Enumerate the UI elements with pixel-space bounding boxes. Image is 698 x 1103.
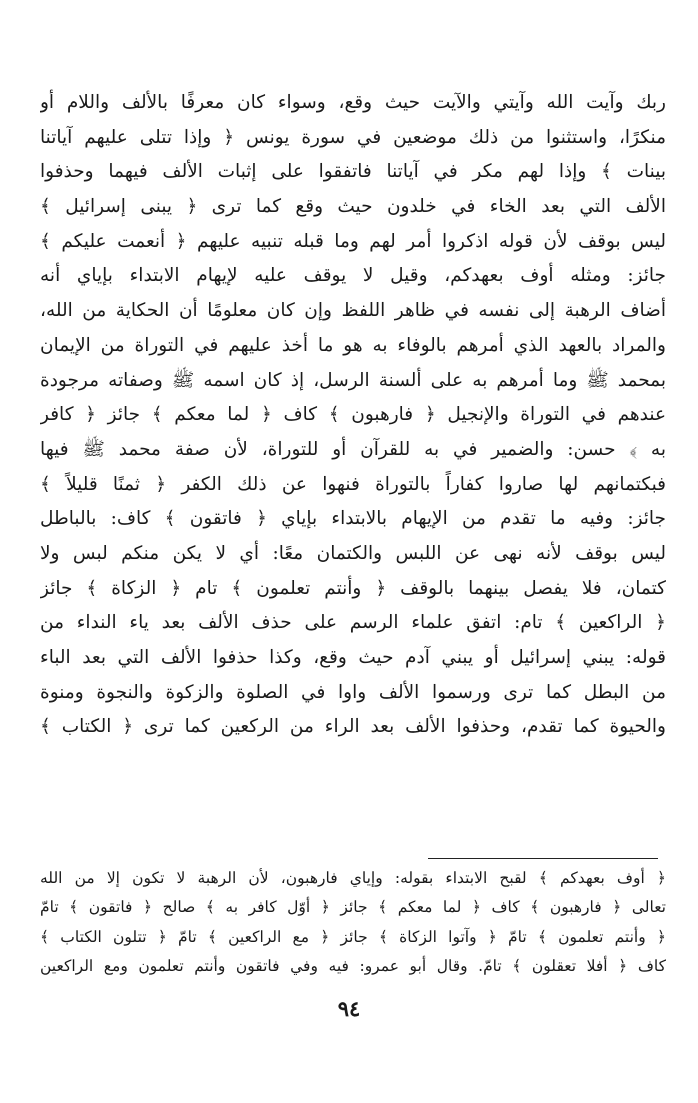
text-line: كتمان، فلا يفصل بينهما بالوقف ﴿ وأنتم تعلمون ﴾ تام ﴿ الزكاة ﴾ جائز <box>40 577 666 599</box>
footnote-line: كاف ﴿ أفلا تعقلون ﴾ تامّ. وقال أبو عمرو: فيه وفي فاتقون وأنتم تعلمون ومع الراكعين <box>40 956 666 975</box>
text-line: ربك وآيت الله وآيتي والآيت حيث وقع، وسواء كان معرفًا بالألف واللام أو <box>40 92 666 113</box>
text-line: والمراد بالعهد الذي أمرهم بالوفاء به هو ما أخذ عليهم في التوراة من الإيمان <box>40 334 666 356</box>
text-line: الألف التي بعد الخاء في خلدون حيث وقع كما ترى ﴿ يبنى إسرائيل ﴾ <box>40 196 666 218</box>
footnote-line: ﴿ أوف بعهدكم ﴾ لقبح الابتداء بقوله: وإياي فارهبون، لأن الرهبة لا تكون إلا من الله <box>40 869 666 887</box>
text-line: ﴿ الراكعين ﴾ تام: اتفق علماء الرسم على حذف الألف بعد ياء النداء من <box>40 612 666 634</box>
text-line: والحيوة كما تقدم، وحذفوا الألف بعد الراء من الركعين كما ترى ﴿ الكتاب ﴾ <box>40 716 666 738</box>
text-line: ليس بوقف لأن قوله اذكروا أمر لهم وما قبله تنبيه عليهم ﴿ أنعمت عليكم ﴾ <box>40 230 666 252</box>
main-text-block <box>40 86 666 745</box>
text-line: عندهم في التوراة والإنجيل ﴿ فارهبون ﴾ كاف ﴿ لما معكم ﴾ جائز ﴿ كافر <box>40 404 666 426</box>
text-line: قوله: يبني إسرائيل أو يبني آدم حيث وقع، وكذا حذفوا الألف التي بعد الباء <box>40 647 666 668</box>
footnote-line: ﴿ وأنتم تعلمون ﴾ تامّ ﴿ وآتوا الزكاة ﴾ جائز ﴿ مع الراكعين ﴾ تامّ ﴿ تتلون الكتاب ﴾ <box>40 927 666 946</box>
page-number: ٩٤ <box>337 996 361 1021</box>
text-line: أضاف الرهبة إلى نفسه في ظاهر اللفظ وإن كان معلومًا أن الحكاية من الله، <box>40 300 666 322</box>
text-line: من البطل كما ترى ورسموا الألف واوا في الصلوة والزكوة والنجوة ومنوة <box>40 681 666 703</box>
footnotes-block <box>40 864 666 981</box>
text-line: منكرًا، واستثنوا من ذلك موضعين في سورة يونس ﴿ وإذا تتلى عليهم آياتنا <box>40 126 666 148</box>
text-line: جائز: ومثله أوف بعهدكم، وقيل لا يوقف عليه لإيهام الابتداء بإياي أنه <box>40 265 666 287</box>
text-line: ليس بوقف لأنه نهى عن اللبس والكتمان معًا: أي لا يكن منكم لبس ولا <box>40 542 666 564</box>
footnote-line: تعالى ﴿ فارهبون ﴾ كاف ﴿ لما معكم ﴾ جائز ﴿ أوّل كافر به ﴾ صالح ﴿ فاتقون ﴾ تامّ <box>40 898 666 917</box>
text-line: بينات ﴾ وإذا لهم مكر في آياتنا فاتفقوا على إثبات الألف فيهما وحذفوا <box>40 161 666 183</box>
text-line: بمحمد ﷺ وما أمرهم به على ألسنة الرسل، إذ كان اسمه ﷺ وصفاته مرجودة <box>40 369 666 391</box>
text-line: به ﴾ حسن: والضمير في به للقرآن أو للتوراة، لأن صفة محمد ﷺ فيها <box>40 438 666 460</box>
footnote-divider <box>428 858 658 859</box>
text-line: فبكتمانهم لها صاروا كفاراً بالتوراة فنهوا عن ذلك الكفر ﴿ ثمنًا قليلاً ﴾ <box>40 473 666 495</box>
text-line: جائز: وفيه ما تقدم من الإيهام بالابتداء بإياي ﴿ فاتقون ﴾ كاف: بالباطل <box>40 508 666 530</box>
